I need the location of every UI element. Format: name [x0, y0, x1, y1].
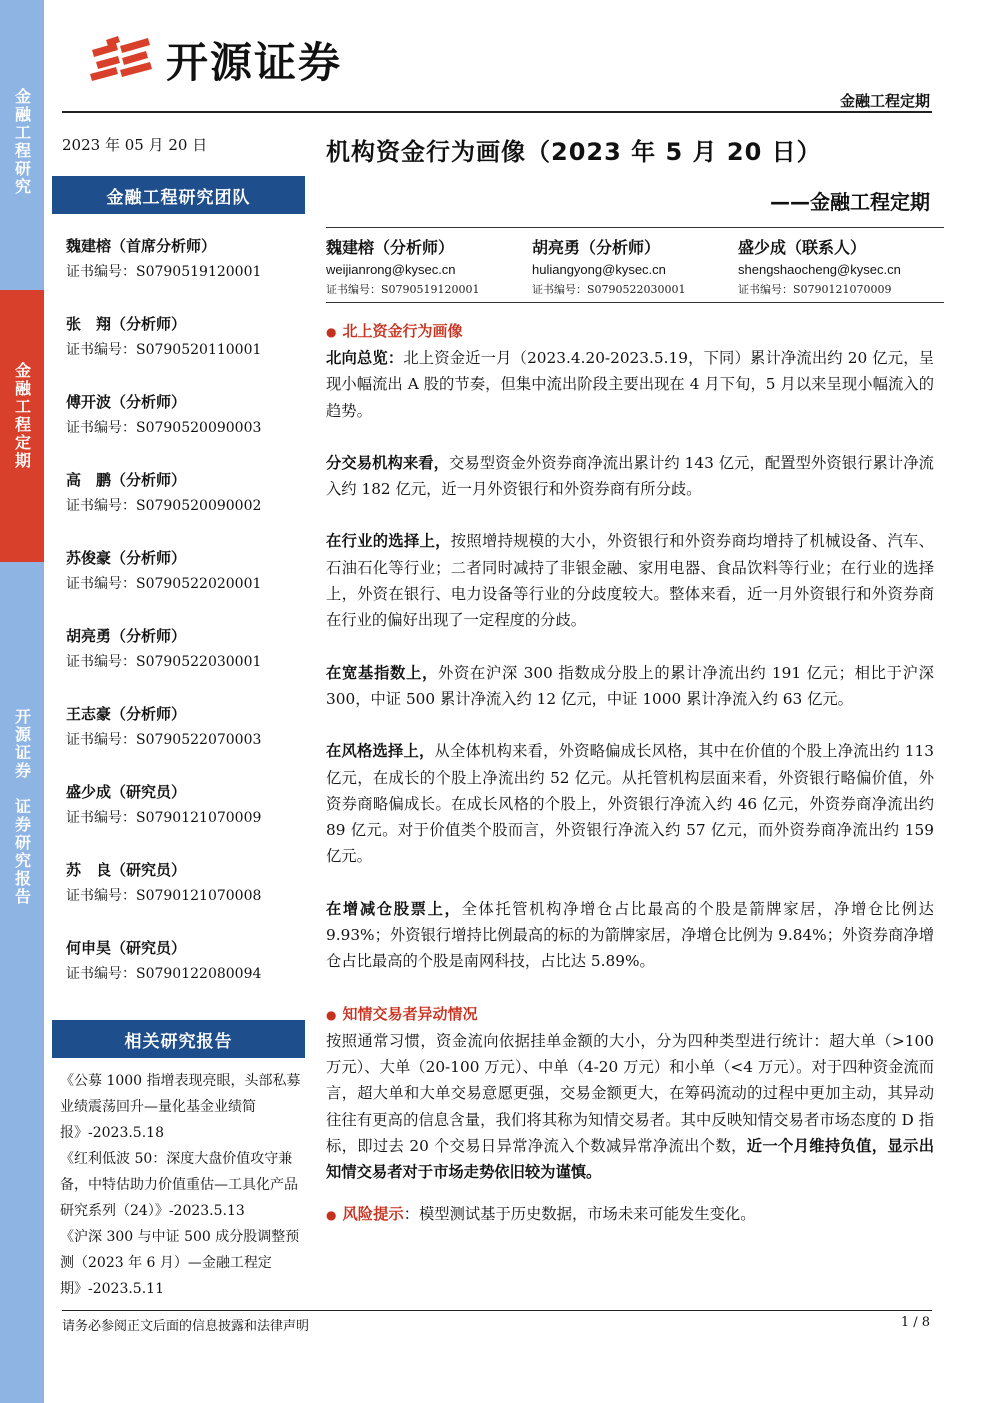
- author-name: 盛少成（联系人）: [738, 238, 867, 257]
- footer-disclaimer: 请务必参阅正文后面的信息披露和法律声明: [62, 1319, 310, 1334]
- analyst-cert: 证书编号：S0790520090003: [66, 420, 262, 436]
- side-strip: [0, 0, 44, 1403]
- report-subtitle: ——金融工程定期: [770, 190, 930, 214]
- paragraph-overview: 北向总览：北上资金近一月（2023.4.20-2023.5.19，下同）累计净流出约 20 亿元，呈现小幅流出 A 股的节奏，但集中流出阶段主要出现在 4 月下旬，5 月以来呈现小幅流入的趋势。: [326, 349, 934, 420]
- author-card: [738, 236, 944, 300]
- author-email[interactable]: shengshaocheng@kysec.cn: [738, 262, 901, 277]
- analyst-name: 张 翔（分析师）: [66, 315, 187, 333]
- related-report-link[interactable]: 《沪深 300 与中证 500 成分股调整预测（2023 年 6 月）—金融工程定期》-2023.5.11: [60, 1229, 300, 1297]
- bullet-icon: ●: [326, 325, 337, 339]
- authors-block: [326, 236, 944, 300]
- report-date: 2023 年 05 月 20 日: [62, 136, 208, 154]
- related-report-link[interactable]: 《公募 1000 指增表现亮眼，头部私募业绩震荡回升—量化基金业绩简报》-2023.5.18: [60, 1073, 301, 1141]
- analyst-cert: 证书编号：S0790522030001: [66, 654, 262, 670]
- analyst-cert: 证书编号：S0790520110001: [66, 342, 262, 358]
- paragraph-broad-index: 在宽基指数上，外资在沪深 300 指数成分股上的累计净流出约 191 亿元；相比于沪深 300，中证 500 累计净流入约 12 亿元，中证 1000 累计净流入约 63 亿元。: [326, 663, 934, 708]
- analyst-entry: [66, 938, 306, 1016]
- author-email[interactable]: weijianrong@kysec.cn: [326, 262, 456, 277]
- analyst-name: 苏 良（研究员）: [66, 861, 187, 879]
- page-number: 1 / 8: [900, 1315, 930, 1330]
- paragraph-style: 在风格选择上，从全体机构来看，外资略偏成长风格，其中在价值的个股上净流出约 113 亿元，在成长的个股上净流出约 52 亿元。从托管机构层面来看，外资银行略偏价值，外资券商略偏成长。在成长风格的个股上，外资银行净流入约 46 亿元，外资券商净流出约 89 亿元。对于价值类个股而言，外资银行净流入约 57 亿元，而外资券商净流出约 159 亿元。: [326, 742, 934, 866]
- analyst-name: 胡亮勇（分析师）: [66, 627, 187, 645]
- logo-mark-icon: [86, 34, 156, 86]
- team-title-bar: 金融工程研究团队: [52, 176, 305, 214]
- related-report-link[interactable]: 《红利低波 50：深度大盘价值攻守兼备，中特估助力价值重估—工具化产品研究系列（24）》-2023.5.13: [60, 1151, 298, 1219]
- analyst-cert: 证书编号：S0790122080094: [66, 966, 262, 982]
- analyst-name: 何申昊（研究员）: [66, 939, 187, 957]
- side-label-periodic: 金融工程定期: [0, 290, 44, 562]
- analyst-name: 魏建榕（首席分析师）: [66, 237, 217, 255]
- author-cert: 证书编号：S0790519120001: [326, 283, 480, 296]
- author-name: 魏建榕（分析师）: [326, 238, 455, 257]
- analyst-entry: [66, 860, 306, 938]
- risk-warning: ● 风险提示：模型测试基于历史数据，市场未来可能发生变化。: [326, 1205, 756, 1224]
- analyst-entry: [66, 782, 306, 860]
- paragraph-holdings: 在增减仓股票上，全体托管机构净增仓占比最高的个股是箭牌家居，净增仓比例达 9.93%；外资银行增持比例最高的标的为箭牌家居，净增仓比例为 9.84%；外资券商净增仓占比最高的个股是南网科技，占比达 5.89%。: [326, 899, 934, 971]
- author-card: [326, 236, 532, 300]
- related-reports-title-bar: 相关研究报告: [52, 1020, 305, 1058]
- analyst-cert: 证书编号：S0790522070003: [66, 732, 262, 748]
- logo-text: 开源证券: [166, 38, 343, 87]
- authors-top-divider: [326, 227, 944, 228]
- paragraph-informed-traders: 按照通常习惯，资金流向依据挂单金额的大小，分为四种类型进行统计：超大单（>100 万元）、大单（20-100 万元）、中单（4-20 万元）和小单（<4 万元）。对于四种资金流而言，超大单和大单交易意愿更强，交易金额更大，在筹码流动的过程中更加主动，其异动往往有更高的信息含量，我们将其称为知情交易者。其中反映知情交易者市场态度的 D 指标，即过去 20 个交易日异常净流入个数减异常净流出个数，近一个月维持负值，显示出知情交易者对于市场走势依旧较为谨慎。: [326, 1031, 934, 1182]
- header-tag: 金融工程定期: [839, 92, 930, 110]
- section-heading-informed-traders: ● 知情交易者异动情况: [326, 1004, 478, 1023]
- paragraph-by-institution: 分交易机构来看，交易型资金外资券商净流出累计约 143 亿元，配置型外资银行累计净流入约 182 亿元，近一月外资银行和外资券商有所分歧。: [326, 453, 934, 499]
- side-label-research: 金融工程研究: [12, 88, 32, 196]
- analyst-entry: [66, 470, 306, 548]
- analyst-name: 王志豪（分析师）: [66, 705, 187, 723]
- analyst-cert: 证书编号：S0790121070008: [66, 888, 262, 904]
- author-cert: 证书编号：S0790121070009: [738, 283, 892, 296]
- authors-bottom-divider: [326, 302, 944, 303]
- author-name: 胡亮勇（分析师）: [532, 238, 661, 257]
- analyst-name: 傅开波（分析师）: [66, 393, 187, 411]
- analyst-name: 高 鹏（分析师）: [66, 471, 187, 489]
- analyst-cert: 证书编号：S0790520090002: [66, 498, 262, 514]
- analyst-cert: 证书编号：S0790522020001: [66, 576, 262, 592]
- analyst-entry: [66, 704, 306, 782]
- author-email[interactable]: huliangyong@kysec.cn: [532, 262, 666, 277]
- brand-logo: [86, 30, 342, 90]
- report-title: 机构资金行为画像（2023 年 5 月 20 日）: [326, 138, 822, 166]
- report-body: [326, 318, 934, 1229]
- analyst-name: 苏俊豪（分析师）: [66, 549, 187, 567]
- side-label-company: 开源证券 证券研究报告: [12, 708, 32, 906]
- analyst-entry: [66, 626, 306, 704]
- related-reports-list: [60, 1068, 308, 1302]
- analyst-entry: [66, 548, 306, 626]
- analyst-entry: [66, 314, 306, 392]
- author-card: [532, 236, 738, 300]
- author-cert: 证书编号：S0790522030001: [532, 283, 686, 296]
- analyst-entry: [66, 392, 306, 470]
- bullet-icon: ●: [326, 1007, 337, 1022]
- section-heading-northbound: ● 北上资金行为画像: [326, 322, 463, 340]
- analyst-entry: [66, 236, 306, 314]
- analyst-cert: 证书编号：S0790121070009: [66, 810, 262, 826]
- paragraph-industry: 在行业的选择上，按照增持规模的大小，外资银行和外资券商均增持了机械设备、汽车、石油石化等行业；二者同时减持了非银金融、家用电器、食品饮料等行业；在行业的选择上，外资在银行、电力设备等行业的分歧度较大。整体来看，近一月外资银行和外资券商在行业的偏好出现了一定程度的分歧。: [326, 532, 934, 630]
- header-divider: [62, 111, 932, 113]
- analyst-name: 盛少成（研究员）: [66, 783, 187, 801]
- analyst-cert: 证书编号：S0790519120001: [66, 264, 262, 280]
- footer-divider: [62, 1310, 932, 1311]
- analyst-list: [66, 236, 306, 1016]
- bullet-icon: ●: [326, 1208, 337, 1223]
